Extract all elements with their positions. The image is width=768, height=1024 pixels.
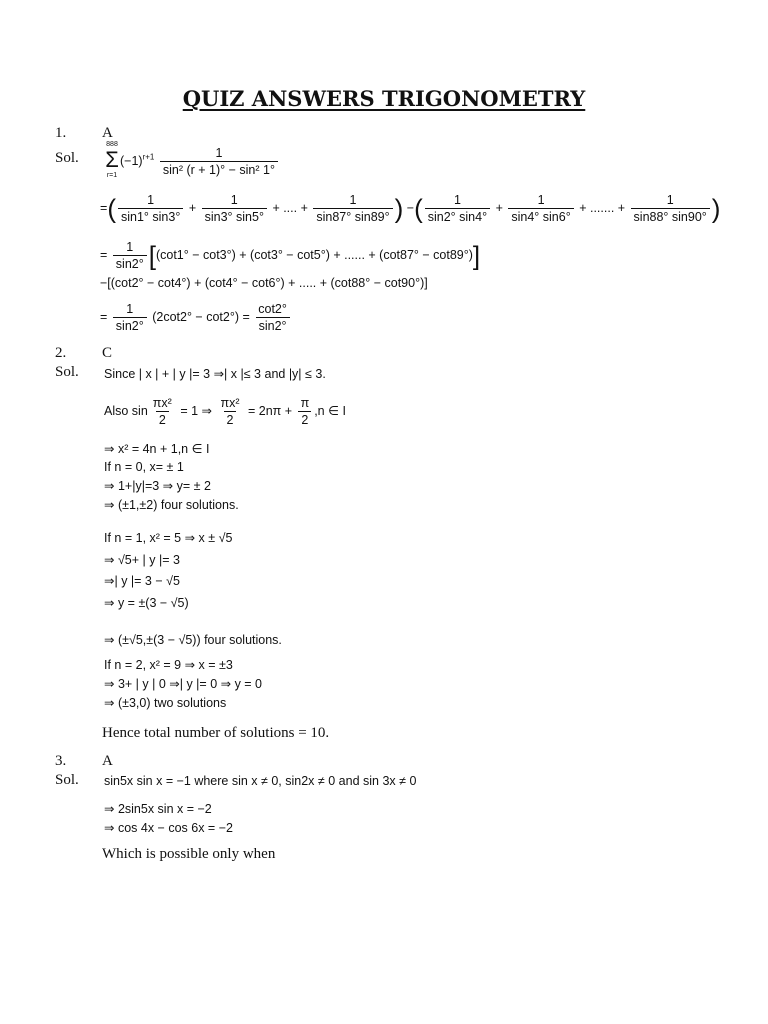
q3-line-3: ⇒ cos 4x − cos 6x = −2: [104, 821, 233, 835]
question-3-sol-label: Sol.: [55, 772, 79, 788]
fraction-numerator: cot2°: [258, 302, 287, 316]
text: ,n ∈ I: [314, 403, 346, 418]
fraction-coefficient: [113, 302, 147, 333]
plus-sign: +: [495, 200, 503, 215]
minus-sign: −: [406, 200, 415, 215]
sum-lower-limit: r=1: [106, 172, 118, 179]
paren-open: (: [414, 193, 423, 224]
fraction-term-5: [508, 193, 573, 224]
equals-sign: =: [100, 247, 108, 262]
text: = 2nπ +: [248, 403, 293, 418]
fraction-numerator: πx²: [220, 396, 240, 410]
sigma-icon: Σ: [105, 147, 119, 172]
fraction-a: [150, 396, 175, 427]
question-2-answer: C: [102, 345, 113, 361]
q2-line-12: If n = 2, x² = 9 ⇒ x = ±3: [104, 658, 233, 672]
fraction-term-4: [425, 193, 490, 224]
fraction-numerator: 1: [349, 193, 357, 207]
question-3-answer: A: [102, 753, 113, 769]
cot-series-odd: (cot1° − cot3°) + (cot3° − cot5°) + ...... + (cot87° − cot89°): [155, 247, 473, 262]
fraction-denominator: sin2° sin4°: [425, 208, 490, 224]
ellipsis: + .... +: [272, 200, 308, 215]
fraction-numerator: 1: [537, 193, 545, 207]
q2-line-10: ⇒ y = ±(3 − √5): [104, 596, 189, 610]
question-2-sol-label: Sol.: [55, 364, 79, 380]
q1-step-cot-odd: [100, 240, 480, 271]
q2-line-14: ⇒ (±3,0) two solutions: [104, 696, 227, 710]
fraction-denominator: sin1° sin3°: [118, 208, 183, 224]
q2-line-1: Since | x | + | y |= 3 ⇒| x |≤ 3 and |y| ≤ 3.: [104, 367, 326, 381]
fraction-numerator: 1: [230, 193, 238, 207]
question-1-number: 1.: [55, 125, 67, 141]
fraction-denominator: sin² (r + 1)° − sin² 1°: [160, 161, 278, 177]
q2-conclusion: Hence total number of solutions = 10.: [102, 725, 330, 741]
q2-line-8: ⇒ √5+ | y |= 3: [104, 553, 180, 567]
q2-line-2: [104, 396, 346, 427]
sum-sign-exp: r+1: [142, 152, 155, 162]
question-3-number: 3.: [55, 753, 67, 769]
sum-fraction: [160, 146, 278, 177]
fraction-term-2: [202, 193, 267, 224]
fraction-c: [298, 396, 313, 427]
fraction-b: [217, 396, 242, 427]
equals-sign: =: [100, 309, 108, 324]
fraction-numerator: 1: [453, 193, 461, 207]
bracket-close: ]: [472, 240, 481, 271]
fraction-coefficient: [113, 240, 147, 271]
fraction-denominator: sin88° sin90°: [631, 208, 710, 224]
q2-line-13: ⇒ 3+ | y | 0 ⇒| y |= 0 ⇒ y = 0: [104, 677, 263, 691]
sum-upper-limit: 888: [106, 141, 118, 148]
fraction-numerator: 1: [215, 146, 223, 160]
q1-step-cot-even: −[(cot2° − cot4°) + (cot4° − cot6°) + ..... + (cot88° − cot90°)]: [100, 276, 428, 290]
fraction-denominator: 2: [224, 411, 237, 427]
summation-symbol: [102, 140, 122, 180]
equals-sign: =: [100, 200, 108, 215]
paren-close: ): [394, 193, 404, 224]
q1-step-result: [100, 302, 292, 333]
fraction-numerator: 1: [147, 193, 155, 207]
fraction-denominator: sin2°: [256, 317, 290, 333]
q3-line-1: sin5x sin x = −1 where sin x ≠ 0, sin2x ≠ 0 and sin 3x ≠ 0: [104, 774, 417, 788]
q2-line-3: ⇒ x² = 4n + 1,n ∈ I: [104, 442, 210, 456]
sum-term: [120, 146, 280, 177]
fraction-numerator: 1: [126, 240, 134, 254]
q2-line-11: ⇒ (±√5,±(3 − √5)) four solutions.: [104, 633, 282, 647]
text: Also sin: [104, 403, 148, 418]
fraction-denominator: 2: [156, 411, 169, 427]
fraction-denominator: sin3° sin5°: [202, 208, 267, 224]
fraction-numerator: πx²: [152, 396, 172, 410]
question-1-sol-label: Sol.: [55, 150, 79, 166]
sum-sign: (−1): [120, 153, 143, 168]
paren-close: ): [711, 193, 721, 224]
text: = 1 ⇒: [180, 403, 212, 418]
ellipsis: + ....... +: [579, 200, 626, 215]
q2-line-6: ⇒ (±1,±2) four solutions.: [104, 498, 239, 512]
fraction-denominator: sin4° sin6°: [508, 208, 573, 224]
fraction-denominator: sin2°: [113, 317, 147, 333]
q2-line-9: ⇒| y |= 3 − √5: [104, 574, 180, 588]
fraction-denominator: 2: [298, 411, 311, 427]
fraction-term-1: [118, 193, 183, 224]
q2-line-4: If n = 0, x= ± 1: [104, 460, 184, 474]
q3-line-2: ⇒ 2sin5x sin x = −2: [104, 802, 212, 816]
q2-line-7: If n = 1, x² = 5 ⇒ x ± √5: [104, 531, 233, 545]
cot-simplification: (2cot2° − cot2°) =: [152, 309, 250, 324]
q1-step-expansion: [100, 193, 720, 224]
plus-sign: +: [188, 200, 197, 215]
question-1-answer: A: [102, 125, 113, 141]
fraction-denominator: sin87° sin89°: [313, 208, 392, 224]
fraction-numerator: π: [300, 396, 310, 410]
fraction-term-3: [313, 193, 392, 224]
fraction-numerator: 1: [126, 302, 134, 316]
q2-line-5: ⇒ 1+|y|=3 ⇒ y= ± 2: [104, 479, 211, 493]
fraction-numerator: 1: [666, 193, 674, 207]
bracket-open: [: [148, 240, 156, 271]
q3-line-4: Which is possible only when: [102, 846, 276, 862]
question-2-number: 2.: [55, 345, 67, 361]
fraction-result: [255, 302, 290, 333]
page-title: QUIZ ANSWERS TRIGONOMETRY: [182, 86, 586, 111]
paren-open: (: [107, 193, 116, 224]
fraction-denominator: sin2°: [113, 255, 147, 271]
fraction-term-6: [631, 193, 710, 224]
